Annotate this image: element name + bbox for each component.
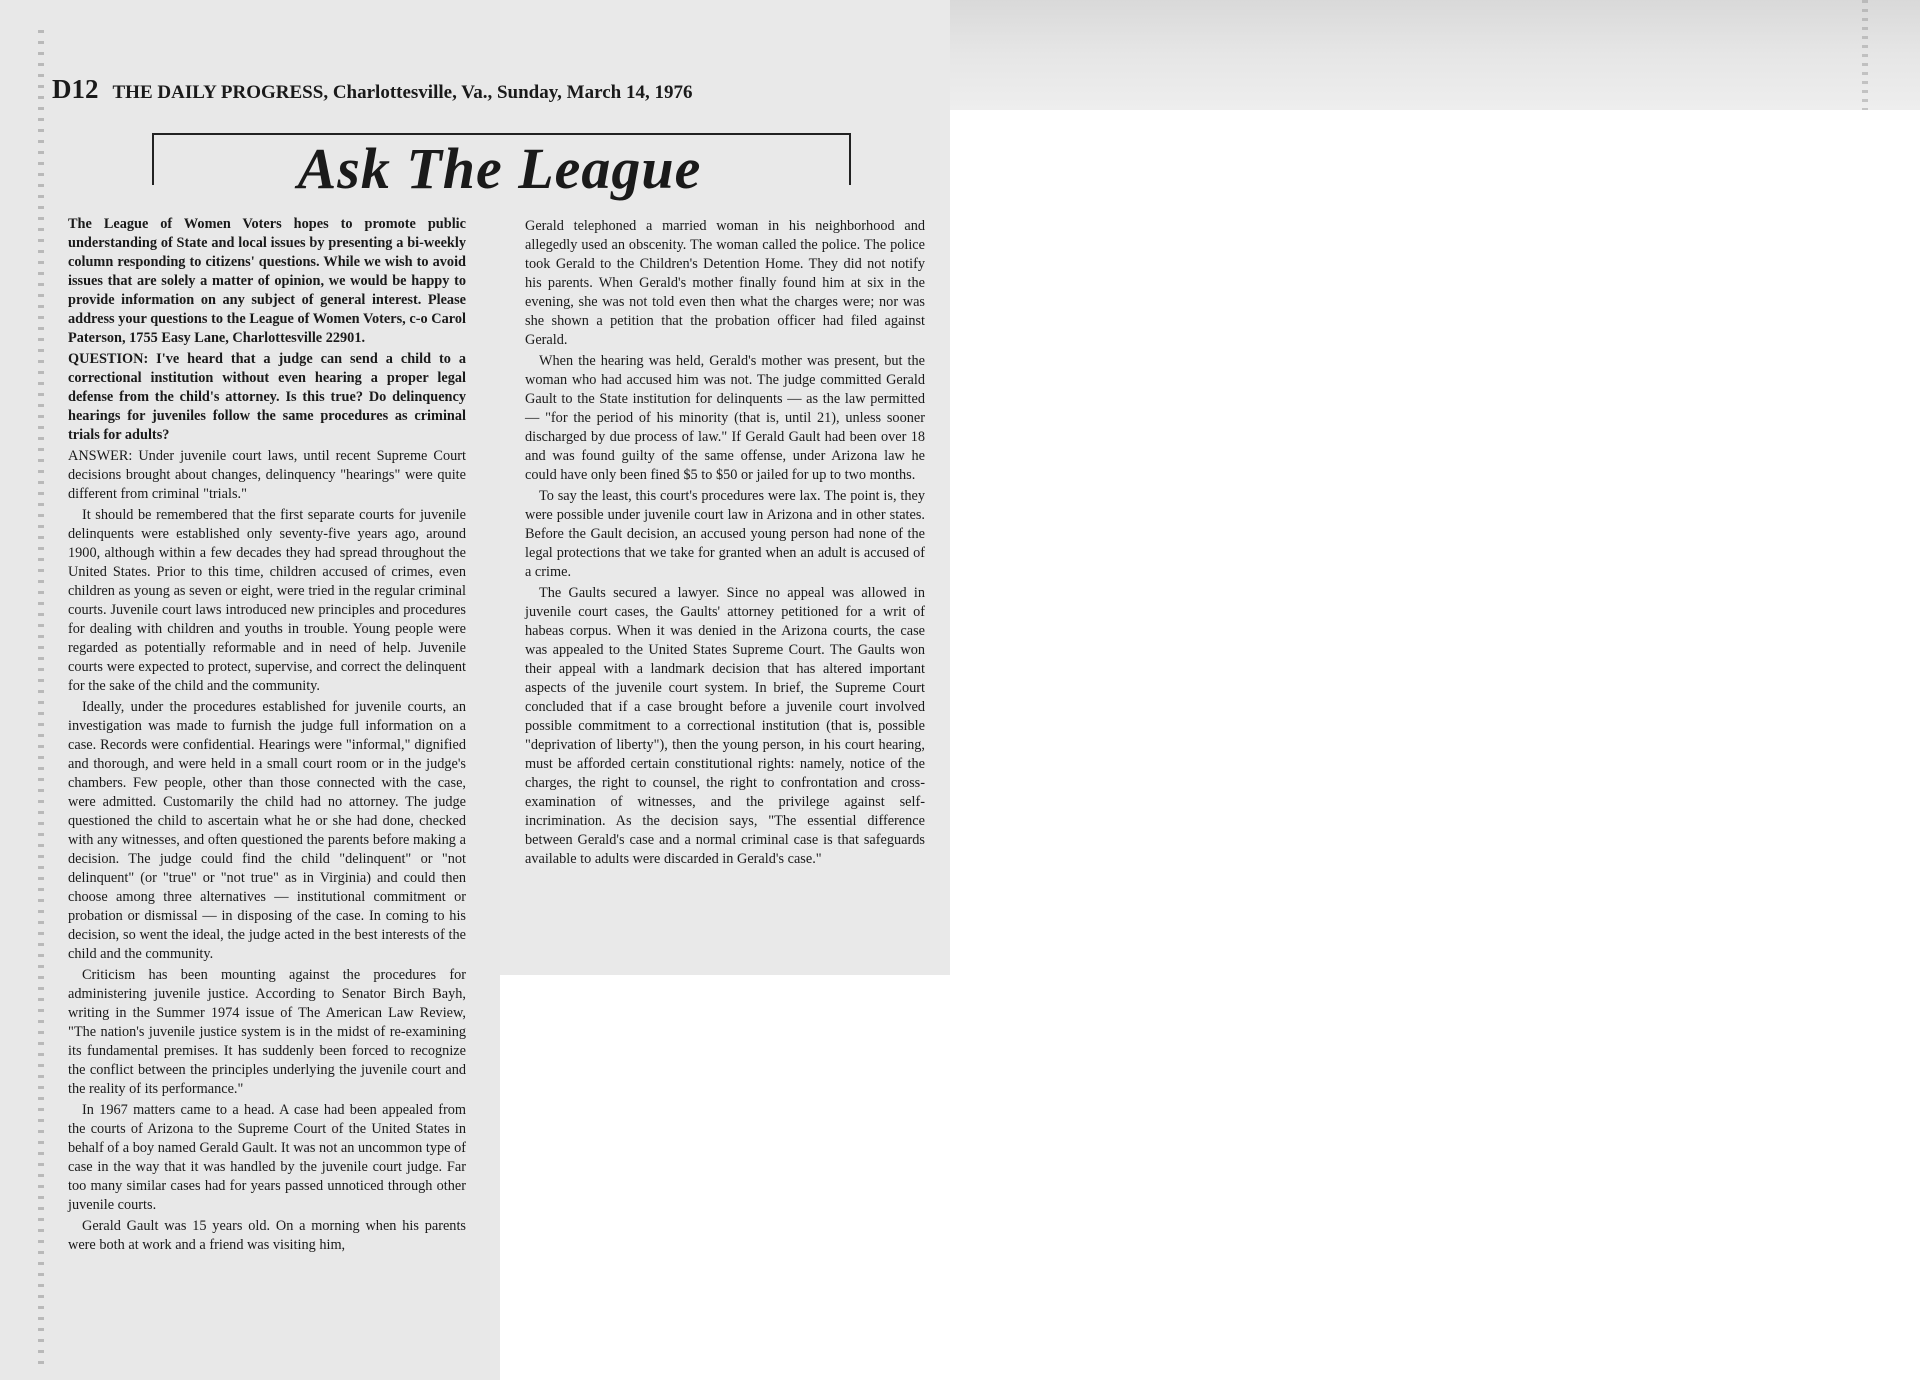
article-title: Ask The League [297, 136, 702, 201]
body-paragraph: It should be remembered that the first separate courts for juvenile delinquents were established only seventy-five years ago, around 1900, although within a few decades they had spread throughout the United States. Prior to this time, children accused of crimes, even children as young as seven or eight, were tried in the regular criminal courts. Juvenile court laws introduced new principles and procedures for dealing with children and youths in trouble. Young people were regarded as potentially reformable and in need of help. Juvenile courts were expected to protect, supervise, and correct the delinquent for the sake of the child and the community. [68, 507, 466, 694]
binding-edge-marks [38, 30, 44, 1370]
body-paragraph: Criticism has been mounting against the procedures for administering juvenile justice. According to Senator Birch Bayh, writing in the Summer 1974 issue of The American Law Review, "The nation's juvenile justice system is in the midst of re-examining its fundamental premises. It has suddenly been forced to recognize the conflict between the principles underlying the juvenile court and the reality of its performance." [68, 967, 466, 1097]
dateline-text: THE DAILY PROGRESS, Charlottesville, Va., Sunday, March 14, 1976 [112, 82, 693, 103]
article-column-2 [525, 217, 925, 869]
body-paragraph: The Gaults secured a lawyer. Since no appeal was allowed in juvenile court cases, the Gaults' attorney petitioned for a writ of habeas corpus. When it was denied in the Arizona courts, the case was appealed to the United States Supreme Court. The Gaults won their appeal with a landmark decision that has altered important aspects of the juvenile court system. In brief, the Supreme Court concluded that if a case brought before a juvenile court involved possible commitment to a correctional institution (that is, possible "deprivation of liberty"), then the young person, in his court hearing, must be afforded certain constitutional rights: namely, notice of the charges, the right to counsel, the right to confrontation and cross-examination of witnesses, and the privilege against self-incrimination. As the decision says, "The essential difference between Gerald's case and a normal criminal case is that safeguards available to adults were discarded in Gerald's case." [525, 585, 925, 867]
body-paragraph: In 1967 matters came to a head. A case had been appealed from the courts of Arizona to the Supreme Court of the United States in behalf of a boy named Gerald Gault. It was not an uncommon type of case in the way that it was handled by the juvenile court judge. Far too many similar cases had for years passed unnoticed through other juvenile courts. [68, 1102, 466, 1213]
body-paragraph: When the hearing was held, Gerald's mother was present, but the woman who had accused him was not. The judge committed Gerald Gault to the State institution for delinquents — as the law permitted — "for the period of his minority (that is, until 21), unless sooner discharged by due process of law." If Gerald Gault had been over 18 and was found guilty of the same offense, under Arizona law he could have only been fined $5 to $50 or jailed for up to two months. [525, 353, 925, 483]
body-paragraph: To say the least, this court's procedures were lax. The point is, they were possible under juvenile court law in Arizona and in other states. Before the Gault decision, an accused young person had none of the legal protections that we take for granted when an adult is accused of a crime. [525, 488, 925, 580]
question-paragraph: QUESTION: I've heard that a judge can send a child to a correctional institution without even hearing a proper legal defense from the child's attorney. Is this true? Do delinquency hearings for juveniles follow the same procedures as criminal trials for adults? [68, 351, 466, 443]
body-paragraph: Ideally, under the procedures established for juvenile courts, an investigation was made to furnish the judge full information on a case. Records were confidential. Hearings were "informal," dignified and thorough, and were held in a small court room or in the judge's chambers. Few people, other than those connected with the case, were admitted. Customarily the child had no attorney. The judge questioned the child to ascertain what he or she had done, checked with any witnesses, and often questioned the parents before making a decision. The judge could find the child "delinquent" or "not delinquent" (or "true" or "not true" as in Virginia) and could then choose among three alternatives — institutional commitment or probation or dismissal — in disposing of the case. In coming to his decision, so went the ideal, the judge acted in the best interests of the child and the community. [68, 699, 466, 962]
newspaper-dateline [52, 74, 752, 105]
body-paragraph: Gerald Gault was 15 years old. On a morning when his parents were both at work and a friend was visiting him, [68, 1218, 466, 1253]
answer-paragraph: ANSWER: Under juvenile court laws, until recent Supreme Court decisions brought about changes, delinquency "hearings" were quite different from criminal "trials." [68, 448, 466, 502]
scan-edge-marks [1862, 0, 1868, 110]
intro-paragraph: The League of Women Voters hopes to promote public understanding of State and local issues by presenting a bi-weekly column responding to citizens' questions. While we wish to avoid issues that are solely a matter of opinion, we would be happy to provide information on any subject of general interest. Please address your questions to the League of Women Voters, c-o Carol Paterson, 1755 Easy Lane, Charlottesville 22901. [68, 216, 466, 346]
page-number: D12 [52, 74, 99, 104]
body-paragraph: Gerald telephoned a married woman in his neighborhood and allegedly used an obscenity. The woman called the police. The police took Gerald to the Children's Detention Home. They did not notify his parents. When Gerald's mother finally found him at six in the evening, she was not told even then what the charges were; nor was she shown a petition that the probation officer had filed against Gerald. [525, 218, 925, 348]
article-column-1 [68, 215, 466, 1255]
